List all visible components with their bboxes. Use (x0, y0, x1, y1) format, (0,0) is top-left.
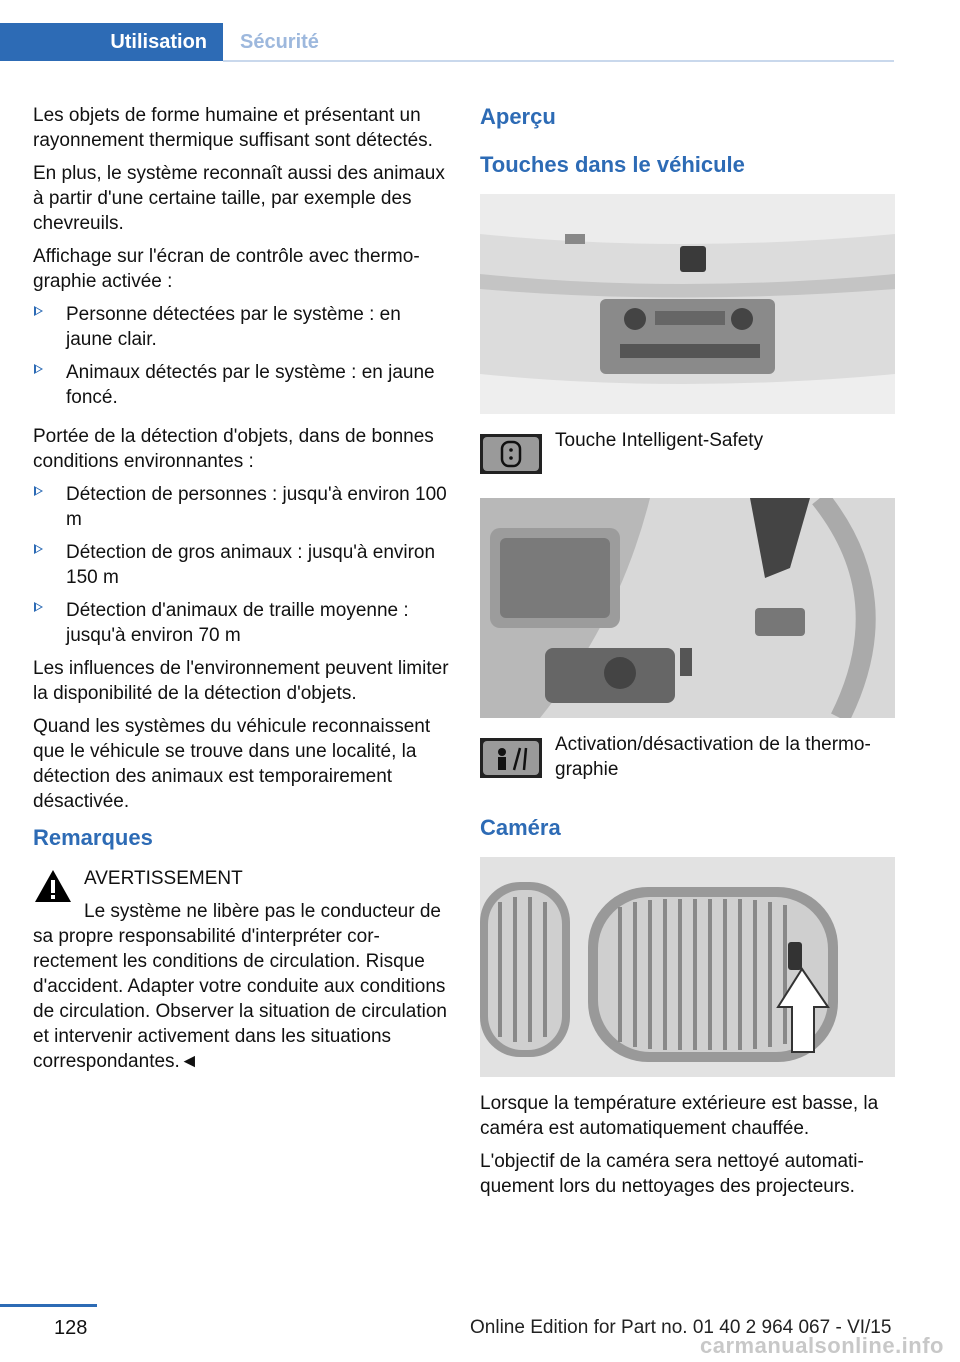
list-item: Détection de personnes : jusqu'à environ 100 m (33, 482, 449, 532)
paragraph: Lorsque la température extérieure est basse, la caméra est automatiquement chauffée. (480, 1093, 879, 1139)
section-heading-apercu: Aperçu (480, 104, 556, 129)
night-vision-row (480, 732, 896, 794)
watermark: carmanualsonline.info (700, 1333, 944, 1358)
paragraph: L'objectif de la caméra sera nettoyé automatiquement lors du nettoyages des projecteurs. (480, 1151, 864, 1197)
warning-text: Le système ne libère pas le conducteur de sa propre responsabilité d'interpréter correctement les conditions de circulation. Risque d'accident. Adapter votre conduite aux conditions de circulation. Observer la situation de circulation et intervenir activement dans les situations correspondantes.◄ (33, 901, 447, 1072)
intelligent-safety-button-icon (480, 434, 542, 474)
page-number: 128 (54, 1317, 88, 1339)
light-switch-panel-photo (480, 498, 895, 718)
button-label: Activation/désactivation de la thermographie (555, 734, 871, 780)
front-grille-camera-photo (480, 857, 895, 1077)
warning-triangle-icon (33, 868, 73, 904)
warning-title: AVERTISSEMENT (84, 868, 243, 889)
paragraph: En plus, le système reconnaît aussi des animaux à partir d'une certaine taille, par exemple des chevreuils. (33, 163, 445, 234)
left-column (33, 103, 449, 1082)
intelligent-safety-row (480, 428, 896, 478)
subsection-heading-touches: Touches dans le véhicule (480, 152, 745, 177)
edition-note: Online Edition for Part no. 01 40 2 964 067 - VI/15 (470, 1317, 892, 1338)
bullet-triangle-icon (34, 306, 43, 316)
paragraph: Quand les systèmes du véhicule reconnaissent que le véhicule se trouve dans une localité, la détection des animaux est temporairement désactivée. (33, 716, 431, 812)
tab-utilisation[interactable]: Utilisation (0, 23, 223, 61)
button-label: Touche Intelligent-Safety (555, 430, 764, 451)
paragraph: Affichage sur l'écran de contrôle avec thermographie activée : (33, 246, 420, 292)
footer-rule (0, 1304, 97, 1307)
section-heading-remarques: Remarques (33, 825, 153, 850)
subsection-heading-camera: Caméra (480, 815, 561, 840)
display-color-list (33, 302, 449, 410)
paragraph: Portée de la détection d'objets, dans de bonnes conditions environnantes : (33, 426, 434, 472)
tab-securite[interactable]: Sécurité (240, 31, 319, 53)
paragraph: Les objets de forme humaine et présentant un rayonnement thermique suffisant sont détectés. (33, 105, 433, 151)
tab-divider (223, 60, 894, 62)
list-item: Personne détectées par le système : en jaune clair. (33, 302, 449, 352)
list-item: Détection de gros animaux : jusqu'à environ 150 m (33, 540, 449, 590)
right-column (480, 103, 896, 1207)
warning-block (33, 866, 449, 1074)
bullet-triangle-icon (34, 486, 43, 496)
bullet-triangle-icon (34, 602, 43, 612)
chapter-tabs (0, 23, 894, 61)
bullet-triangle-icon (34, 544, 43, 554)
paragraph: Les influences de l'environnement peuvent limiter la disponibilité de la détection d'objets. (33, 658, 449, 704)
bullet-triangle-icon (34, 364, 43, 374)
list-item: Détection d'animaux de traille moyenne : jusqu'à environ 70 m (33, 598, 449, 648)
center-console-photo (480, 194, 895, 414)
detection-range-list (33, 482, 449, 648)
night-vision-button-icon (480, 738, 542, 778)
list-item: Animaux détectés par le système : en jaune foncé. (33, 360, 449, 410)
